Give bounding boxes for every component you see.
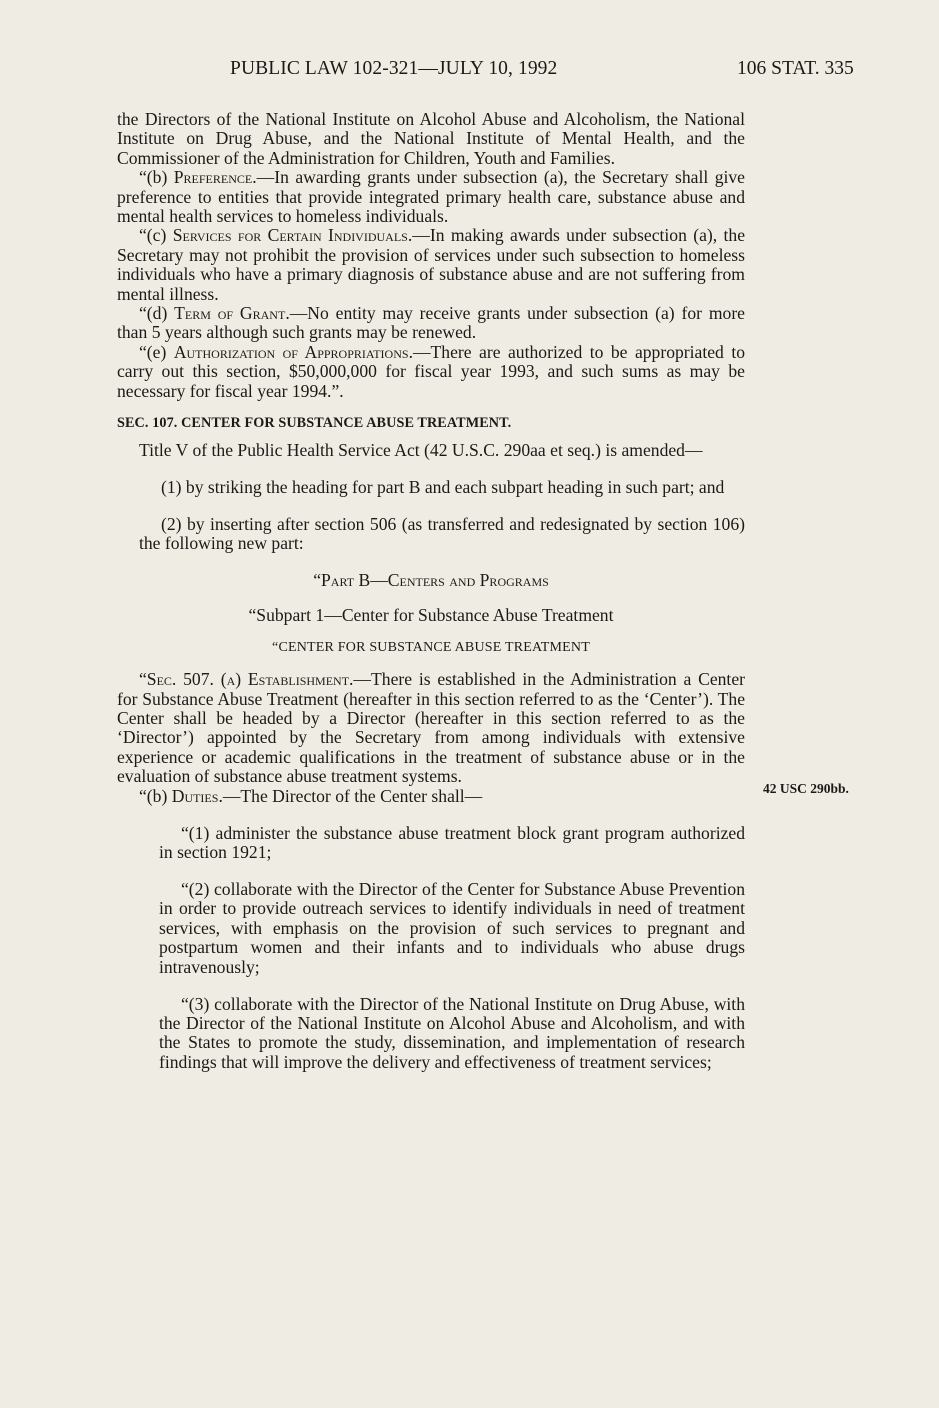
part-b-heading: “Part B—Centers and Programs [313,569,549,590]
subsection-c-services: “(c) Services for Certain Individuals.—In making awards under subsection (a), the Secretary may not prohibit the provision of services under such subsection to homeless individuals who have a primary diagnosis of substance abuse and are not suffering from mental illness. [117,225,746,304]
page-body [117,110,745,1090]
subsection-e-appropriations: “(e) Authorization of Appropriations.—There are authorized to be appropriated to carry out this section, $50,000,000 for fiscal year 1993, and such sums as may be necessary for fiscal year 1994.”. [117,341,746,401]
stat-page-number: 106 STAT. 335 [737,58,854,79]
subsection-d-term: “(d) Term of Grant.—No entity may receive grants under subsection (a) for more than 5 years although such grants may be renewed. [117,303,745,343]
subsection-heading: Establishment [247,669,350,690]
paragraph-continuation: the Directors of the National Institute on Alcohol Abuse and Alcoholism, the National Institute on Drug Abuse, and the National Institute of Mental Health, and the Commissioner of the Administration for Children, Youth and Families. [117,109,745,168]
subpart-1-heading: “Subpart 1—Center for Substance Abuse Treatment [248,605,614,626]
page-header [0,58,939,88]
duty-item-1: “(1) administer the substance abuse treatment block grant program authorized in section 1921; [159,822,745,862]
margin-citation: 42 USC 290bb. [763,781,849,796]
subsection-b-preference: “(b) Preference.—In awarding grants under subsection (a), the Secretary shall give preference to entities that provide integrated primary health care, substance abuse and mental health services to homeless individuals. [117,167,745,227]
section-107-heading: SEC. 107. CENTER FOR SUBSTANCE ABUSE TREATMENT. [117,415,512,432]
subsection-heading: Preference [173,167,253,188]
subsection-heading: Term of Grant [174,303,286,324]
running-head: PUBLIC LAW 102-321—JULY 10, 1992 [230,58,558,79]
amendment-item-1: (1) by striking the heading for part B and each subpart heading in such part; and [161,476,725,497]
subsection-heading: Authorization of Appropriations [173,341,409,362]
subsection-heading: Services for Certain Individuals [172,225,408,246]
subsection-heading: Duties [171,785,219,806]
amendment-item-2: (2) by inserting after section 506 (as transferred and redesignated by section 106) the following new part: [139,513,745,553]
subsection-b-duties: “(b) Duties.—The Director of the Center shall— [139,785,483,806]
duty-item-2: “(2) collaborate with the Director of the Center for Substance Abuse Prevention in order to provide outreach services to identify individuals in need of treatment services, with emphasis on the provision of such services to pregnant and postpartum women and their infants and to individuals who abuse drugs intravenously; [159,878,745,977]
section-title: “CENTER FOR SUBSTANCE ABUSE TREATMENT [272,639,590,655]
section-107-intro: Title V of the Public Health Service Act (42 U.S.C. 290aa et seq.) is amended— [139,439,703,460]
section-507-establishment: “Sec. 507. (a) Establishment.—There is established in the Administration a Center for Substance Abuse Treatment (hereafter in this section referred to as the ‘Center’). The Center shall be headed by a Director (hereafter in this section referred to as the ‘Director’) appointed by the Secretary from among individuals with extensive experience or academic qualifications in the treatment of substance abuse or in the evaluation of substance abuse treatment systems. [117,669,745,787]
duty-item-3: “(3) collaborate with the Director of the National Institute on Drug Abuse, with the Director of the National Institute on Alcohol Abuse and Alcoholism, and with the States to promote the study, dissemination, and implementation of research findings that will improve the delivery and effectiveness of treatment services; [159,993,745,1072]
